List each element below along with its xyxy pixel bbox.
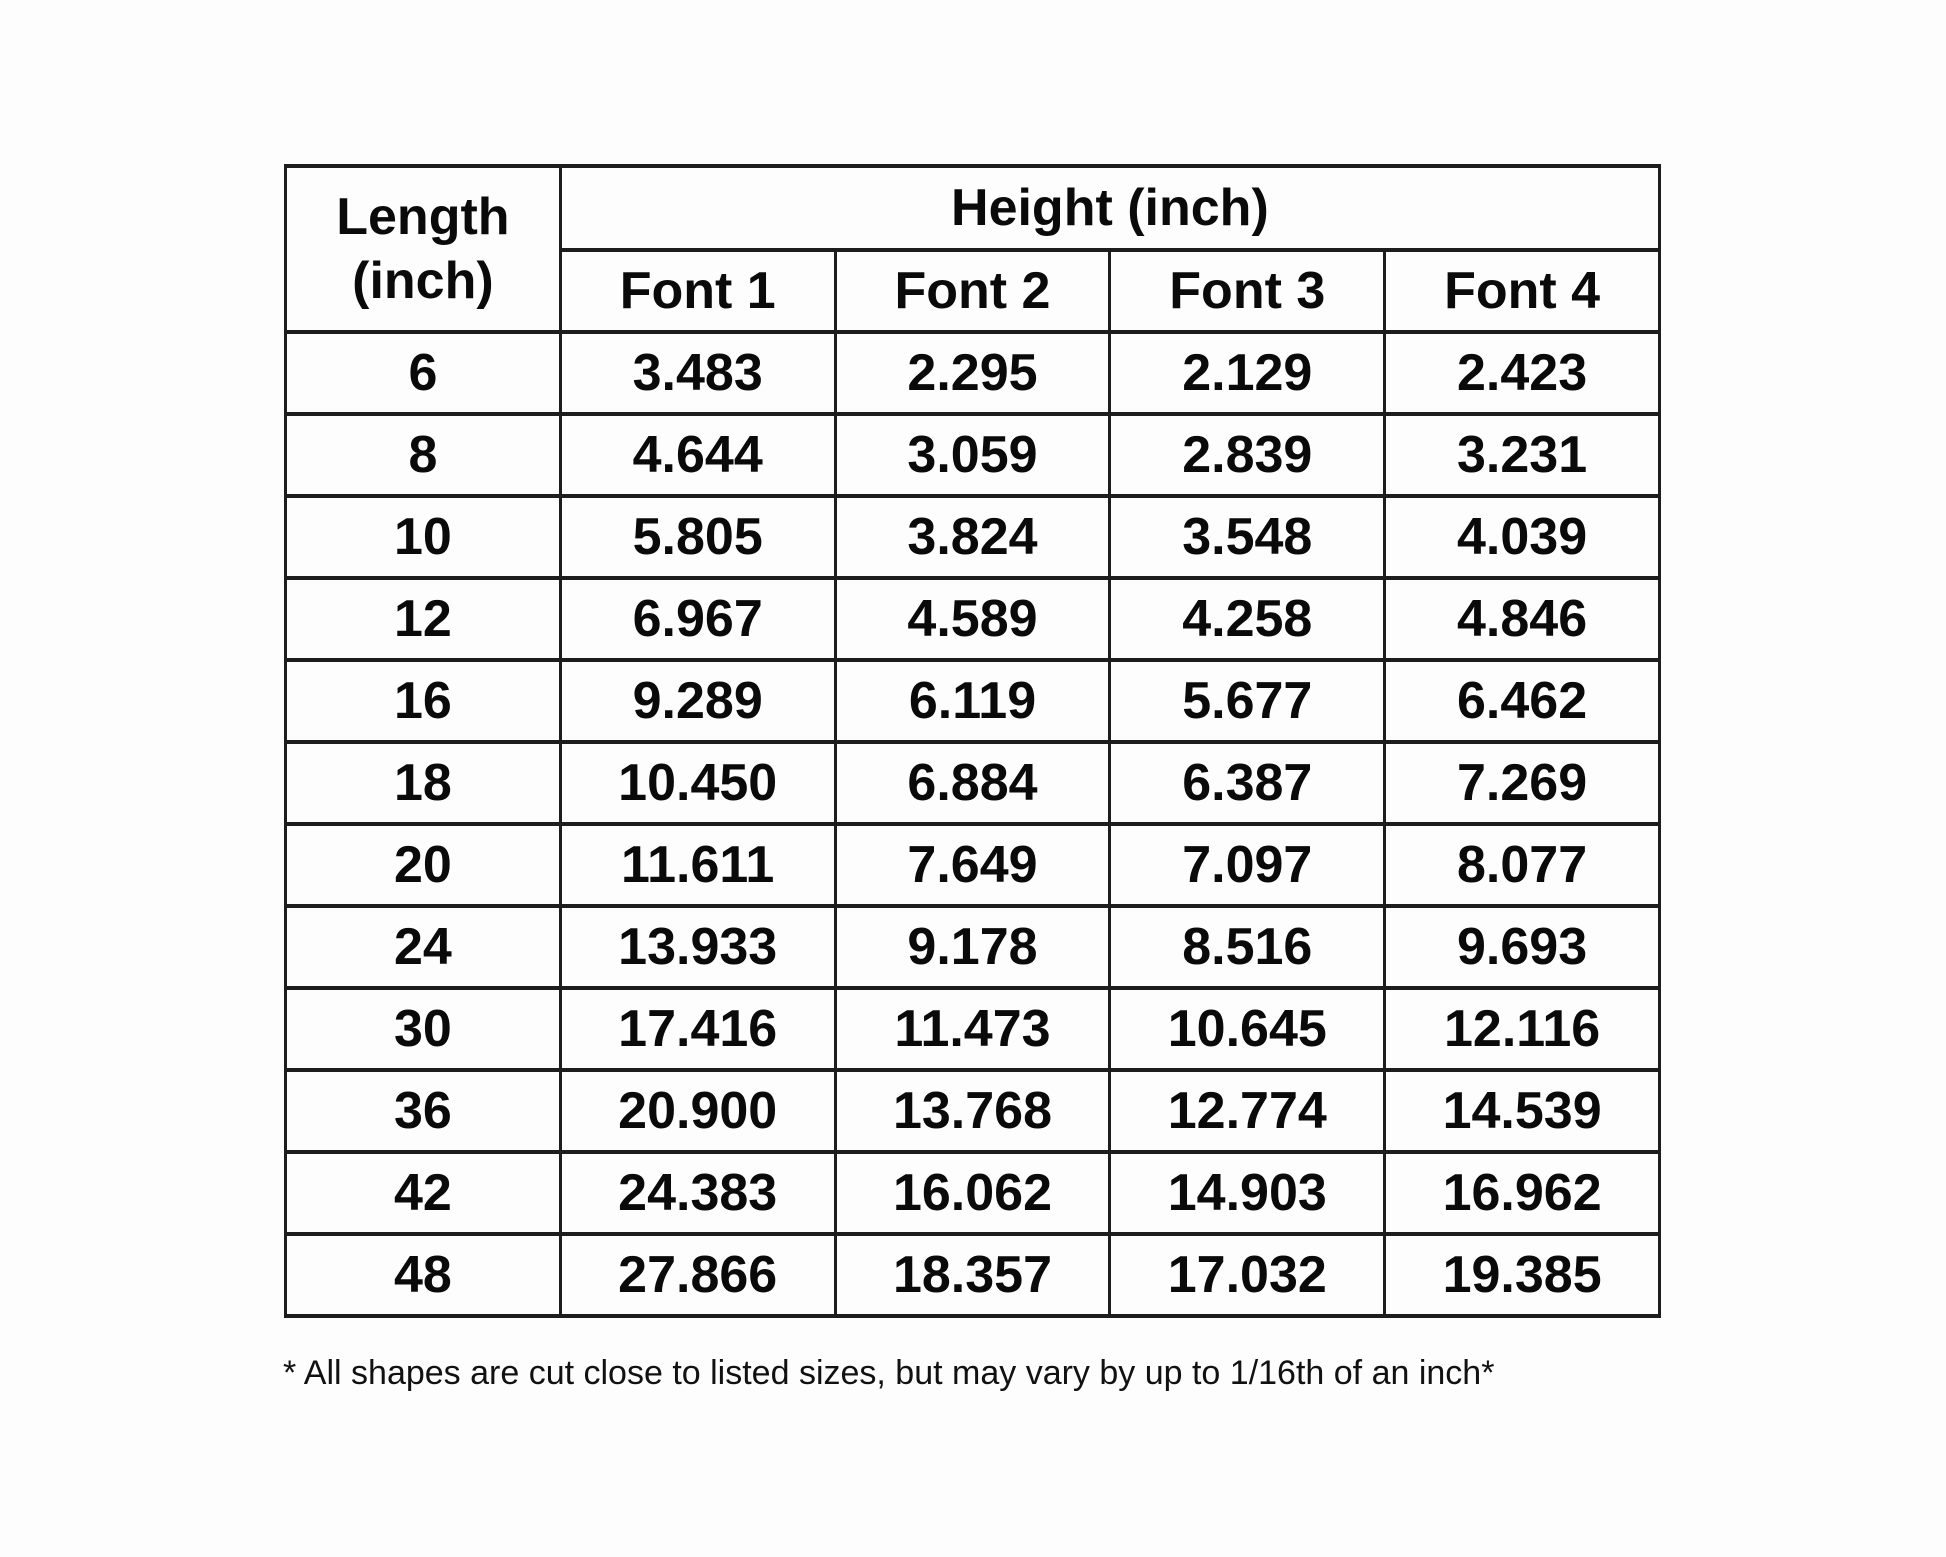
height-value-cell: 10.645 xyxy=(1110,988,1385,1070)
height-value-cell: 13.933 xyxy=(560,906,835,988)
height-value-cell: 17.032 xyxy=(1110,1234,1385,1316)
height-value-cell: 2.295 xyxy=(835,332,1110,414)
table-row xyxy=(286,1152,1660,1234)
table-row xyxy=(286,906,1660,988)
height-value-cell: 3.231 xyxy=(1385,414,1660,496)
height-value-cell: 7.269 xyxy=(1385,742,1660,824)
height-value-cell: 2.423 xyxy=(1385,332,1660,414)
height-value-cell: 11.611 xyxy=(560,824,835,906)
height-value-cell: 14.903 xyxy=(1110,1152,1385,1234)
table-row xyxy=(286,332,1660,414)
height-value-cell: 24.383 xyxy=(560,1152,835,1234)
height-value-cell: 11.473 xyxy=(835,988,1110,1070)
height-value-cell: 8.516 xyxy=(1110,906,1385,988)
height-value-cell: 4.258 xyxy=(1110,578,1385,660)
group-header-row xyxy=(286,166,1660,250)
height-value-cell: 6.462 xyxy=(1385,660,1660,742)
length-cell: 10 xyxy=(286,496,561,578)
column-header-font-2: Font 2 xyxy=(835,250,1110,332)
table-row xyxy=(286,824,1660,906)
height-value-cell: 9.289 xyxy=(560,660,835,742)
length-cell: 12 xyxy=(286,578,561,660)
height-value-cell: 4.644 xyxy=(560,414,835,496)
column-header-font-3: Font 3 xyxy=(1110,250,1385,332)
height-value-cell: 14.539 xyxy=(1385,1070,1660,1152)
column-header-font-1: Font 1 xyxy=(560,250,835,332)
length-cell: 24 xyxy=(286,906,561,988)
height-value-cell: 13.768 xyxy=(835,1070,1110,1152)
length-cell: 42 xyxy=(286,1152,561,1234)
height-value-cell: 19.385 xyxy=(1385,1234,1660,1316)
height-value-cell: 5.677 xyxy=(1110,660,1385,742)
column-header-font-4: Font 4 xyxy=(1385,250,1660,332)
table-body xyxy=(286,332,1660,1316)
height-value-cell: 7.649 xyxy=(835,824,1110,906)
height-value-cell: 10.450 xyxy=(560,742,835,824)
size-chart-table xyxy=(284,164,1661,1318)
table-row xyxy=(286,988,1660,1070)
height-value-cell: 4.589 xyxy=(835,578,1110,660)
height-value-cell: 6.884 xyxy=(835,742,1110,824)
length-cell: 48 xyxy=(286,1234,561,1316)
height-value-cell: 27.866 xyxy=(560,1234,835,1316)
table-row xyxy=(286,414,1660,496)
table-row xyxy=(286,1070,1660,1152)
height-value-cell: 9.178 xyxy=(835,906,1110,988)
height-value-cell: 16.062 xyxy=(835,1152,1110,1234)
height-value-cell: 17.416 xyxy=(560,988,835,1070)
table-row xyxy=(286,578,1660,660)
corner-header-line1: Length xyxy=(336,188,510,246)
length-cell: 16 xyxy=(286,660,561,742)
height-value-cell: 18.357 xyxy=(835,1234,1110,1316)
height-value-cell: 16.962 xyxy=(1385,1152,1660,1234)
height-value-cell: 2.129 xyxy=(1110,332,1385,414)
height-value-cell: 12.774 xyxy=(1110,1070,1385,1152)
length-cell: 20 xyxy=(286,824,561,906)
corner-header-length xyxy=(286,166,561,332)
height-value-cell: 7.097 xyxy=(1110,824,1385,906)
table-row xyxy=(286,1234,1660,1316)
height-value-cell: 3.059 xyxy=(835,414,1110,496)
height-value-cell: 6.387 xyxy=(1110,742,1385,824)
length-cell: 6 xyxy=(286,332,561,414)
length-cell: 36 xyxy=(286,1070,561,1152)
height-value-cell: 8.077 xyxy=(1385,824,1660,906)
height-value-cell: 6.119 xyxy=(835,660,1110,742)
length-cell: 8 xyxy=(286,414,561,496)
height-value-cell: 12.116 xyxy=(1385,988,1660,1070)
height-value-cell: 3.548 xyxy=(1110,496,1385,578)
height-value-cell: 6.967 xyxy=(560,578,835,660)
group-header-height: Height (inch) xyxy=(560,166,1659,250)
height-value-cell: 3.483 xyxy=(560,332,835,414)
footnote: * All shapes are cut close to listed sizes, but may vary by up to 1/16th of an inch* xyxy=(283,1354,1495,1392)
height-value-cell: 3.824 xyxy=(835,496,1110,578)
height-value-cell: 2.839 xyxy=(1110,414,1385,496)
height-value-cell: 20.900 xyxy=(560,1070,835,1152)
height-value-cell: 4.846 xyxy=(1385,578,1660,660)
length-cell: 30 xyxy=(286,988,561,1070)
height-value-cell: 4.039 xyxy=(1385,496,1660,578)
height-value-cell: 5.805 xyxy=(560,496,835,578)
length-cell: 18 xyxy=(286,742,561,824)
corner-header-line2: (inch) xyxy=(352,252,494,310)
height-value-cell: 9.693 xyxy=(1385,906,1660,988)
table-row xyxy=(286,742,1660,824)
table-row xyxy=(286,496,1660,578)
table-row xyxy=(286,660,1660,742)
